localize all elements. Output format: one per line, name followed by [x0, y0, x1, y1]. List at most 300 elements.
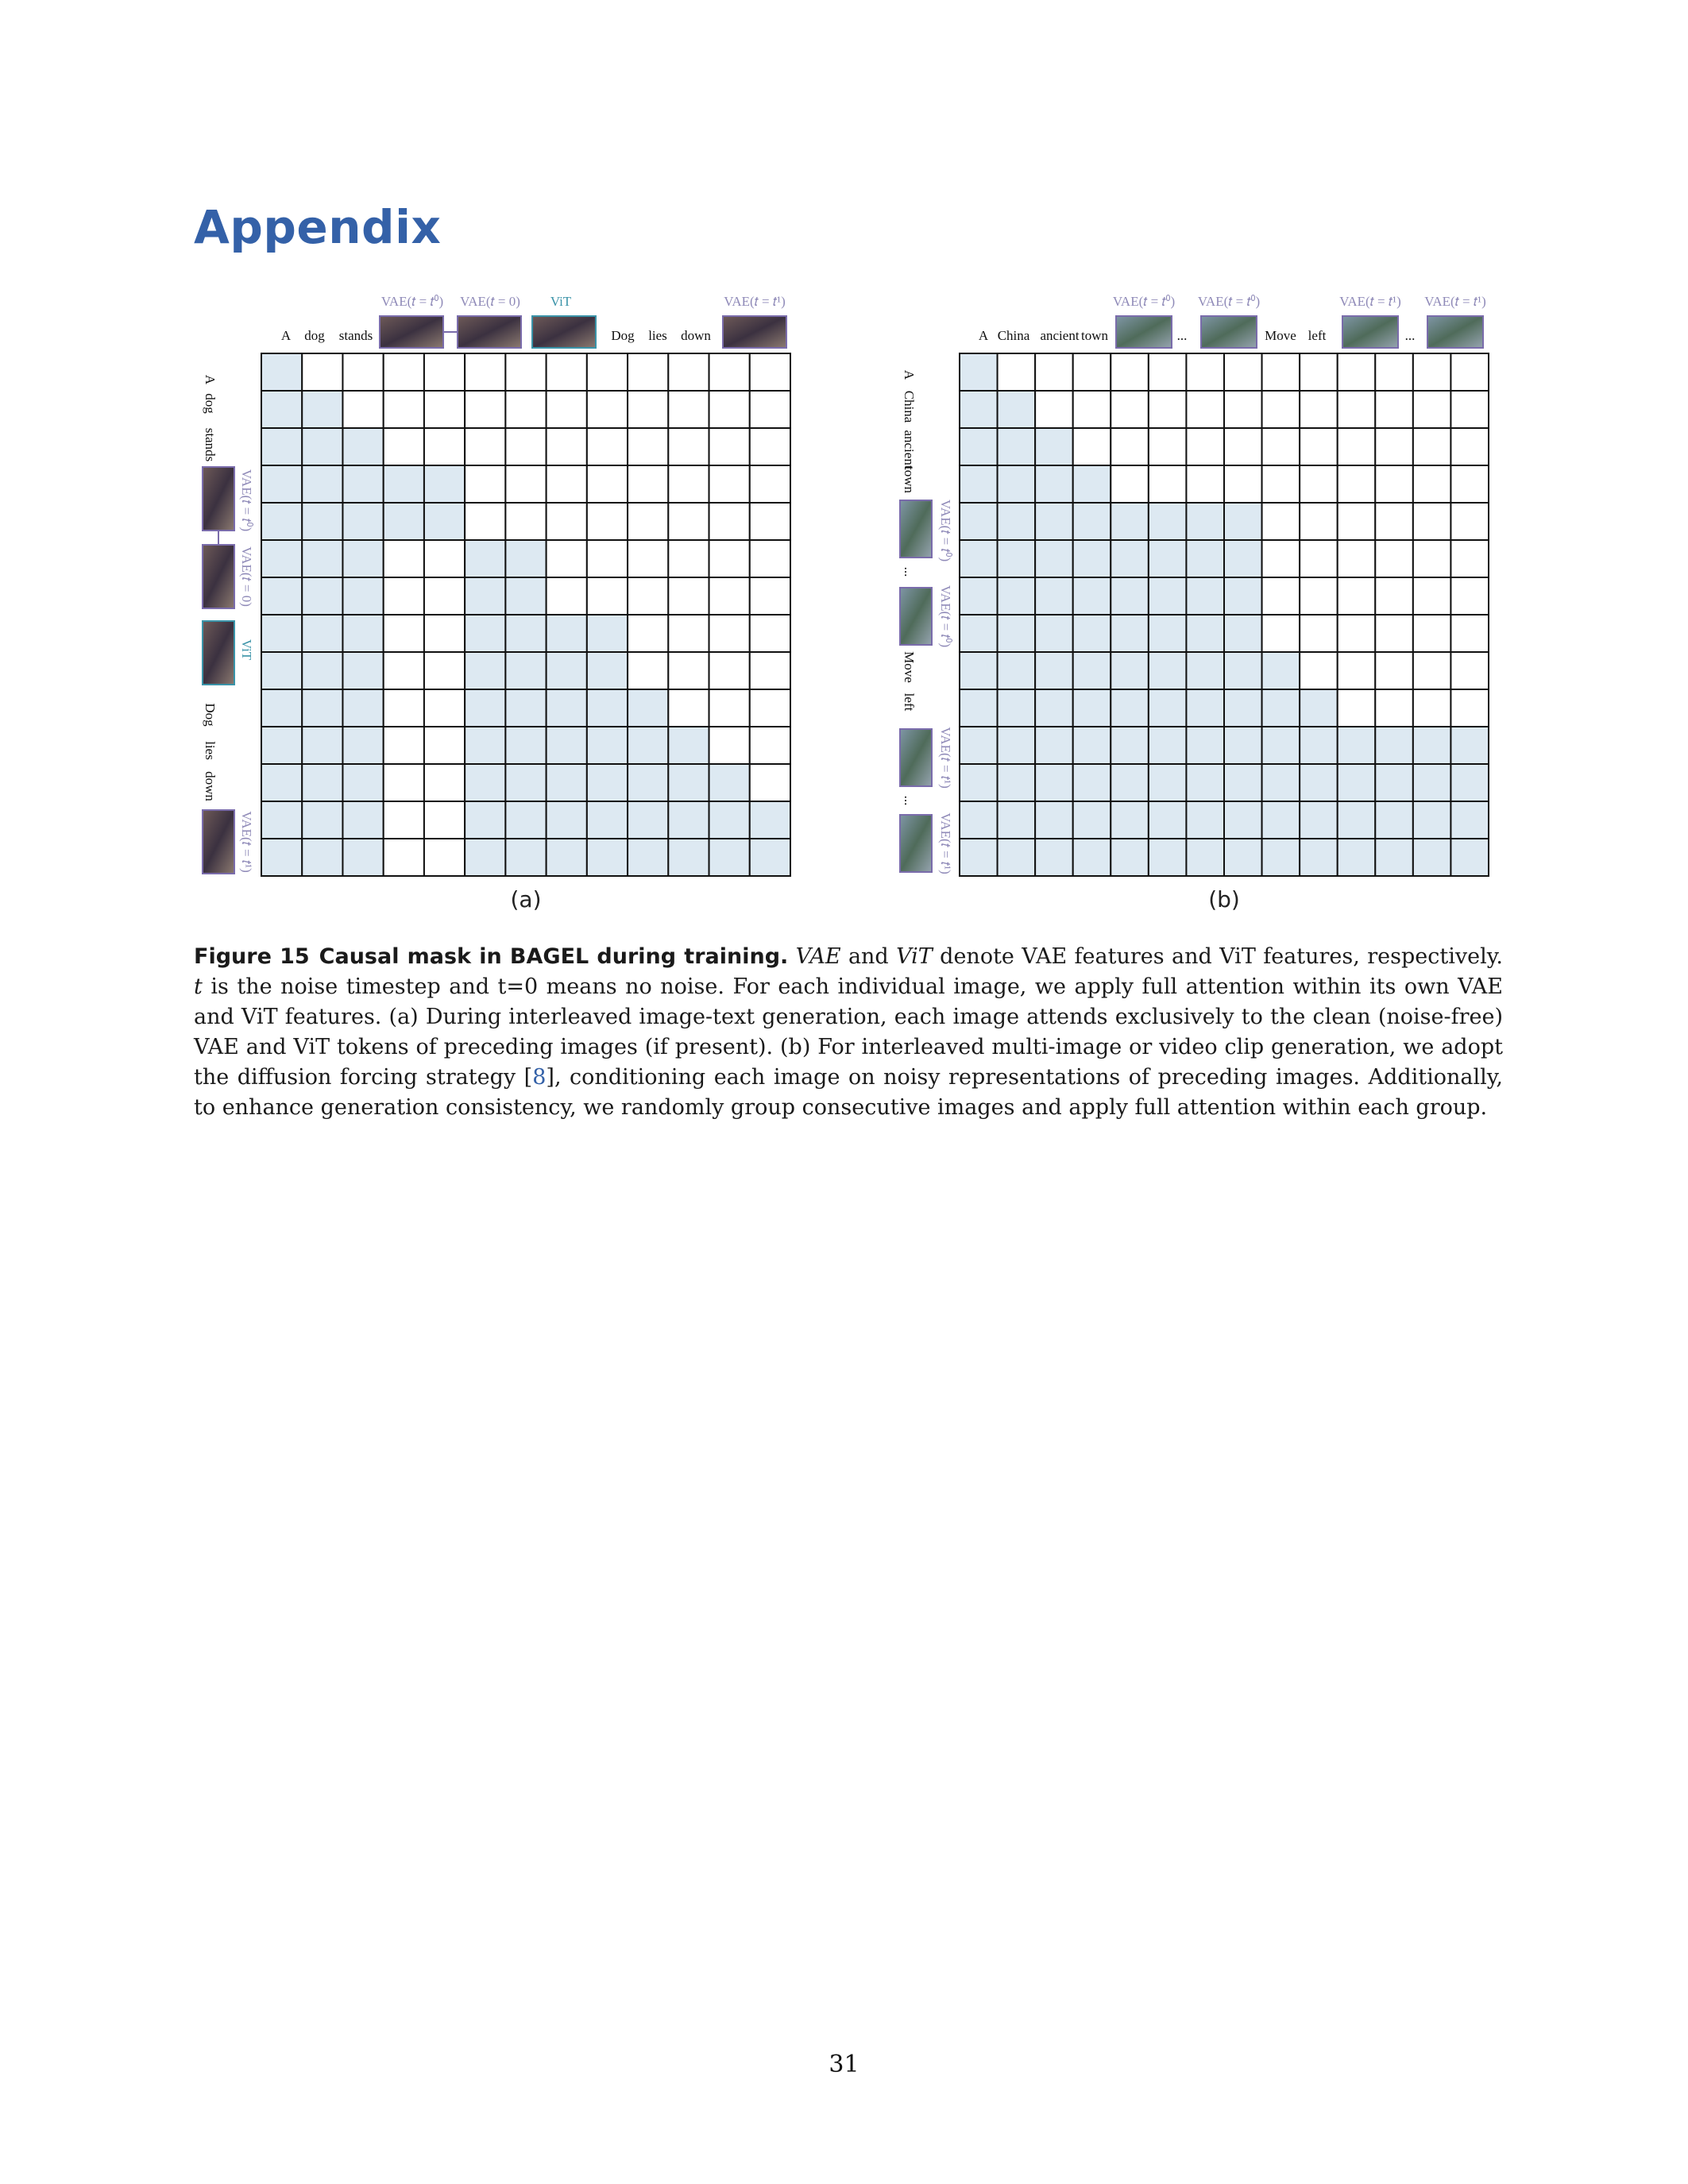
top-label-vae-0: VAE(𝑡 = 0) [460, 294, 520, 309]
mask-cell [302, 652, 342, 689]
mask-cell [1186, 465, 1224, 503]
mask-cell [1262, 689, 1300, 727]
mask-cell [1450, 652, 1489, 689]
mask-cell [547, 465, 587, 503]
mask-cell [998, 727, 1036, 764]
mask-cell [505, 652, 546, 689]
mask-cell [628, 727, 668, 764]
mask-cell [668, 727, 709, 764]
mask-cell [668, 391, 709, 428]
mask-cell [1300, 689, 1338, 727]
mask-cell [1073, 353, 1111, 391]
mask-cell [1073, 540, 1111, 577]
mask-cell [1450, 391, 1489, 428]
mask-cell [384, 465, 424, 503]
mask-cell [424, 615, 465, 652]
citation-open: [ [523, 1065, 533, 1090]
mask-cell [505, 577, 546, 615]
mask-cell [709, 689, 750, 727]
mask-cell [1338, 540, 1376, 577]
mask-cell [547, 689, 587, 727]
top-label-vae-t0: VAE(𝑡 = 𝑡⁰) [380, 294, 444, 309]
mask-cell [1262, 727, 1300, 764]
mask-cell [1413, 615, 1451, 652]
mask-cell [1338, 652, 1376, 689]
mask-cell [547, 540, 587, 577]
mask-cell [1073, 727, 1111, 764]
mask-cell [1300, 652, 1338, 689]
mask-cell [547, 652, 587, 689]
mask-cell [1111, 353, 1149, 391]
mask-cell [1111, 465, 1149, 503]
mask-cell [960, 353, 998, 391]
mask-cell [960, 540, 998, 577]
mask-cell [342, 615, 383, 652]
mask-cell [342, 428, 383, 465]
mask-cell [709, 577, 750, 615]
mask-cell [547, 801, 587, 839]
mask-cell [261, 839, 302, 876]
mask-cell [547, 503, 587, 540]
t-symbol: t [194, 974, 203, 999]
top-token-a: A [978, 328, 989, 343]
mask-cell [709, 428, 750, 465]
mask-cell [261, 465, 302, 503]
mask-cell [1300, 615, 1338, 652]
mask-cell [1149, 353, 1187, 391]
side-label-vae-t0: VAE(𝑡 = 𝑡⁰) [938, 499, 954, 562]
mask-cell [668, 615, 709, 652]
mask-cell [1149, 689, 1187, 727]
citation-link[interactable]: 8 [532, 1065, 547, 1090]
mask-cell [424, 353, 465, 391]
mask-cell [587, 727, 628, 764]
mask-cell [465, 540, 505, 577]
mask-cell [1338, 465, 1376, 503]
mask-cell [1035, 764, 1073, 801]
mask-cell [1300, 801, 1338, 839]
top-token-ellipsis-2: ... [1404, 328, 1416, 343]
mask-cell [1186, 652, 1224, 689]
mask-cell [998, 353, 1036, 391]
mask-cell [424, 503, 465, 540]
side-token-lies: lies [203, 741, 218, 760]
mask-cell [1413, 428, 1451, 465]
mask-cell [424, 465, 465, 503]
side-token-stands: stands [203, 427, 218, 462]
mask-cell [1224, 727, 1262, 764]
mask-cell [342, 465, 383, 503]
mask-cell [960, 652, 998, 689]
side-token-china: China [902, 390, 917, 423]
mask-grid-b [960, 353, 1489, 876]
mask-cell [587, 503, 628, 540]
mask-cell [1338, 428, 1376, 465]
mask-cell [302, 689, 342, 727]
side-token-down: down [203, 771, 218, 801]
mask-cell [1450, 353, 1489, 391]
mask-cell [1262, 540, 1300, 577]
mask-cell [1035, 503, 1073, 540]
mask-cell [547, 428, 587, 465]
mask-cell [960, 764, 998, 801]
mask-cell [628, 353, 668, 391]
mask-cell [1035, 615, 1073, 652]
mask-cell [1224, 764, 1262, 801]
mask-cell [668, 839, 709, 876]
mask-cell [750, 503, 790, 540]
citation-close: ] [546, 1065, 554, 1090]
image-thumbnail [203, 545, 234, 608]
mask-cell [1375, 503, 1413, 540]
mask-cell [1375, 577, 1413, 615]
mask-cell [384, 764, 424, 801]
mask-cell [1111, 391, 1149, 428]
mask-cell [1450, 839, 1489, 876]
mask-cell [668, 465, 709, 503]
mask-cell [587, 391, 628, 428]
mask-cell [1186, 540, 1224, 577]
mask-cell [1450, 540, 1489, 577]
mask-cell [505, 540, 546, 577]
mask-cell [302, 615, 342, 652]
mask-cell [628, 615, 668, 652]
mask-cell [261, 689, 302, 727]
mask-cell [547, 839, 587, 876]
mask-cell [709, 839, 750, 876]
side-token-ancient: ancient [902, 430, 917, 469]
top-label-vae-t1: VAE(𝑡 = 𝑡¹) [724, 294, 786, 309]
mask-cell [1224, 503, 1262, 540]
mask-cell [587, 540, 628, 577]
mask-cell [465, 391, 505, 428]
mask-cell [465, 652, 505, 689]
top-token-dog-cap: Dog [611, 328, 635, 343]
image-thumbnail [1201, 316, 1257, 348]
mask-cell [750, 839, 790, 876]
mask-cell [960, 615, 998, 652]
side-token-town: town [902, 466, 917, 493]
mask-cell [342, 727, 383, 764]
mask-cell [302, 577, 342, 615]
mask-cell [1413, 764, 1451, 801]
mask-cell [302, 801, 342, 839]
mask-cell [960, 428, 998, 465]
mask-cell [1300, 428, 1338, 465]
mask-cell [1450, 764, 1489, 801]
mask-cell [1186, 615, 1224, 652]
mask-cell [750, 391, 790, 428]
mask-cell [1300, 540, 1338, 577]
mask-cell [1149, 428, 1187, 465]
mask-cell [1262, 353, 1300, 391]
mask-cell [465, 465, 505, 503]
section-heading: Appendix [194, 200, 442, 254]
mask-cell [1300, 503, 1338, 540]
mask-cell [709, 353, 750, 391]
mask-cell [1111, 540, 1149, 577]
mask-cell [998, 839, 1036, 876]
mask-cell [465, 801, 505, 839]
mask-cell [587, 353, 628, 391]
mask-cell [587, 801, 628, 839]
mask-cell [1186, 353, 1224, 391]
mask-cell [465, 577, 505, 615]
mask-cell [1338, 353, 1376, 391]
panel-a [203, 294, 790, 913]
mask-cell [1224, 391, 1262, 428]
mask-cell [668, 577, 709, 615]
mask-cell [960, 689, 998, 727]
top-token-dog: dog [304, 328, 325, 343]
mask-cell [1262, 839, 1300, 876]
and-word: and [848, 944, 889, 969]
mask-cell [1300, 727, 1338, 764]
mask-cell [261, 727, 302, 764]
mask-cell [628, 577, 668, 615]
mask-cell [1186, 764, 1224, 801]
mask-cell [1375, 353, 1413, 391]
mask-cell [1111, 689, 1149, 727]
mask-cell [465, 503, 505, 540]
mask-cell [668, 428, 709, 465]
image-thumbnail [900, 729, 932, 786]
mask-cell [628, 540, 668, 577]
mask-cell [1073, 801, 1111, 839]
mask-cell [465, 764, 505, 801]
figure-label: Figure 15 [194, 944, 310, 969]
subfigure-label-b: (b) [1208, 886, 1240, 913]
mask-cell [302, 764, 342, 801]
mask-cell [1111, 428, 1149, 465]
mask-cell [998, 391, 1036, 428]
mask-cell [465, 689, 505, 727]
mask-cell [261, 428, 302, 465]
mask-cell [1300, 353, 1338, 391]
side-token-ellipsis: ... [902, 566, 917, 577]
side-token-dog-cap: Dog [203, 703, 218, 727]
mask-cell [1224, 801, 1262, 839]
mask-cell [1224, 577, 1262, 615]
mask-cell [1111, 764, 1149, 801]
mask-cell [709, 801, 750, 839]
mask-cell [1413, 727, 1451, 764]
mask-cell [302, 391, 342, 428]
mask-cell [261, 540, 302, 577]
mask-cell [384, 391, 424, 428]
mask-cell [1375, 428, 1413, 465]
mask-cell [547, 391, 587, 428]
mask-cell [1413, 652, 1451, 689]
mask-cell [1262, 465, 1300, 503]
mask-cell [1262, 503, 1300, 540]
mask-cell [1375, 689, 1413, 727]
mask-grid-a [261, 353, 790, 876]
mask-cell [998, 503, 1036, 540]
mask-cell [709, 764, 750, 801]
mask-cell [750, 727, 790, 764]
mask-cell [424, 652, 465, 689]
mask-cell [668, 540, 709, 577]
mask-cell [1262, 615, 1300, 652]
mask-cell [1111, 801, 1149, 839]
side-token-dog: dog [203, 393, 218, 414]
mask-cell [998, 801, 1036, 839]
mask-cell [587, 615, 628, 652]
mask-cell [465, 727, 505, 764]
mask-cell [587, 839, 628, 876]
mask-cell [384, 503, 424, 540]
mask-cell [547, 577, 587, 615]
image-thumbnail [900, 500, 932, 558]
mask-cell [1186, 689, 1224, 727]
mask-cell [424, 801, 465, 839]
mask-cell [750, 615, 790, 652]
top-token-down: down [681, 328, 711, 343]
mask-cell [750, 428, 790, 465]
top-token-town: town [1081, 328, 1108, 343]
mask-cell [1149, 503, 1187, 540]
mask-cell [1035, 428, 1073, 465]
mask-cell [1450, 689, 1489, 727]
mask-cell [1035, 652, 1073, 689]
mask-cell [1149, 727, 1187, 764]
mask-cell [709, 503, 750, 540]
mask-cell [342, 839, 383, 876]
mask-cell [342, 801, 383, 839]
image-thumbnail [203, 621, 234, 685]
side-label-vae-t1-2: VAE(𝑡 = 𝑡¹) [938, 812, 954, 874]
mask-cell [424, 540, 465, 577]
mask-cell [1035, 391, 1073, 428]
mask-cell [384, 652, 424, 689]
mask-cell [1338, 764, 1376, 801]
mask-cell [587, 577, 628, 615]
mask-cell [1413, 353, 1451, 391]
mask-cell [1338, 689, 1376, 727]
mask-cell [261, 391, 302, 428]
mask-cell [1073, 652, 1111, 689]
top-label-vae-t1: VAE(𝑡 = 𝑡¹) [1339, 294, 1401, 309]
caption-text-3: , conditioning each image on noisy representations of preceding images. Additionally, to enhance generation consistency, we randomly group consecutive images and apply full attention within each group. [194, 1065, 1503, 1120]
image-thumbnail [900, 588, 932, 645]
mask-cell [750, 465, 790, 503]
mask-cell [628, 801, 668, 839]
mask-cell [1375, 465, 1413, 503]
mask-cell [384, 615, 424, 652]
mask-cell [998, 540, 1036, 577]
mask-cell [1224, 689, 1262, 727]
mask-cell [1262, 391, 1300, 428]
mask-cell [1111, 577, 1149, 615]
side-label-vae-t0-2: VAE(𝑡 = 𝑡⁰) [938, 585, 954, 648]
mask-cell [505, 764, 546, 801]
page-number: 31 [829, 2051, 859, 2078]
side-token-move: Move [902, 651, 917, 683]
mask-cell [1450, 615, 1489, 652]
mask-cell [998, 577, 1036, 615]
mask-cell [1073, 577, 1111, 615]
mask-cell [505, 353, 546, 391]
mask-cell [1149, 764, 1187, 801]
top-label-vae-t1-2: VAE(𝑡 = 𝑡¹) [1424, 294, 1486, 309]
mask-cell [1149, 839, 1187, 876]
mask-cell [1413, 540, 1451, 577]
mask-cell [628, 652, 668, 689]
mask-cell [1338, 839, 1376, 876]
mask-cell [1262, 428, 1300, 465]
mask-cell [628, 428, 668, 465]
mask-cell [1224, 428, 1262, 465]
mask-cell [1375, 540, 1413, 577]
mask-cell [1450, 577, 1489, 615]
mask-cell [1111, 839, 1149, 876]
panel-b [900, 294, 1489, 913]
mask-cell [1186, 391, 1224, 428]
mask-cell [302, 353, 342, 391]
mask-cell [465, 839, 505, 876]
mask-cell [302, 428, 342, 465]
top-token-ancient: ancient [1040, 328, 1080, 343]
mask-cell [587, 465, 628, 503]
mask-cell [1111, 727, 1149, 764]
mask-cell [1338, 577, 1376, 615]
mask-cell [1224, 465, 1262, 503]
mask-cell [1186, 577, 1224, 615]
mask-cell [547, 353, 587, 391]
mask-cell [960, 801, 998, 839]
mask-cell [384, 727, 424, 764]
mask-cell [1262, 764, 1300, 801]
mask-cell [960, 577, 998, 615]
mask-cell [668, 353, 709, 391]
mask-cell [960, 503, 998, 540]
mask-cell [505, 839, 546, 876]
side-label-vae-t0: VAE(𝑡 = 𝑡⁰) [239, 469, 255, 532]
mask-cell [709, 391, 750, 428]
mask-cell [1300, 465, 1338, 503]
image-thumbnail [723, 316, 786, 348]
mask-cell [998, 764, 1036, 801]
image-thumbnail [380, 316, 443, 348]
side-token-ellipsis-2: ... [902, 795, 917, 806]
mask-cell [505, 801, 546, 839]
mask-cell [505, 689, 546, 727]
mask-cell [342, 391, 383, 428]
mask-cell [505, 727, 546, 764]
mask-cell [465, 615, 505, 652]
mask-cell [1149, 615, 1187, 652]
mask-cell [1450, 801, 1489, 839]
mask-cell [1149, 801, 1187, 839]
side-label-vae-t1: VAE(𝑡 = 𝑡¹) [239, 811, 255, 873]
mask-cell [1149, 652, 1187, 689]
mask-cell [750, 764, 790, 801]
mask-cell [384, 577, 424, 615]
mask-cell [1300, 577, 1338, 615]
mask-cell [750, 801, 790, 839]
mask-cell [1073, 764, 1111, 801]
mask-cell [302, 540, 342, 577]
image-thumbnail [458, 316, 521, 348]
top-token-left: left [1308, 328, 1327, 343]
mask-cell [1035, 353, 1073, 391]
mask-cell [1073, 503, 1111, 540]
mask-cell [1375, 801, 1413, 839]
mask-cell [384, 428, 424, 465]
mask-cell [302, 503, 342, 540]
mask-cell [1224, 652, 1262, 689]
